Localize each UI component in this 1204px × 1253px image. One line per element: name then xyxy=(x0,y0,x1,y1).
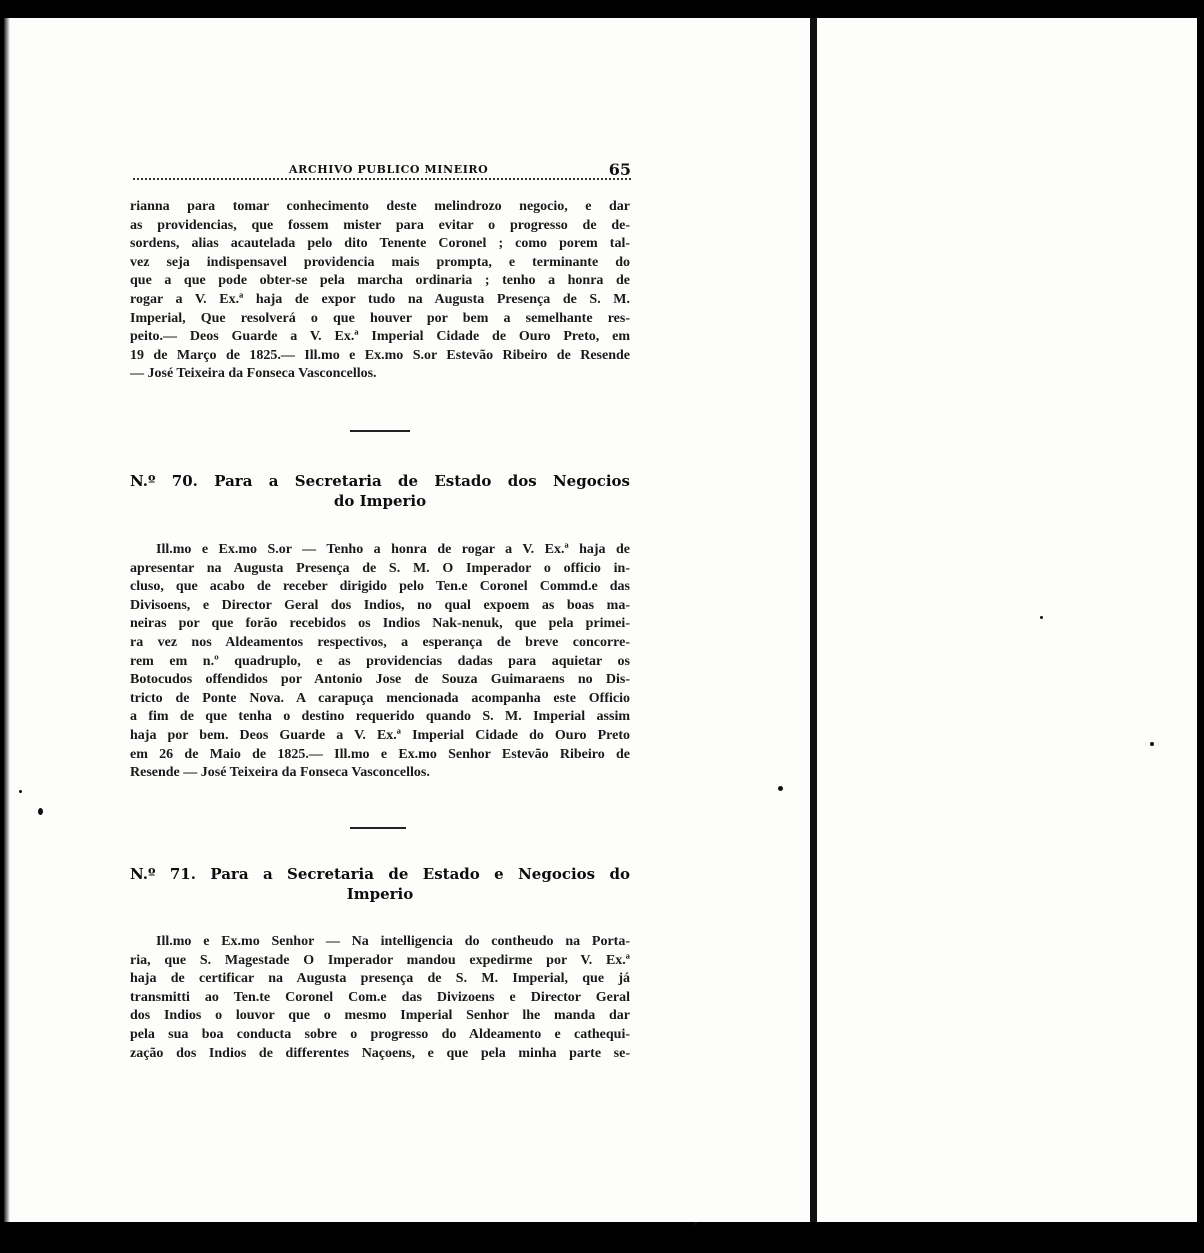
text-line: Ill.mo e Ex.mo Senhor — Na intelligencia do contheudo na Porta- xyxy=(156,934,630,949)
running-head xyxy=(133,158,631,180)
scan-speck xyxy=(694,1222,697,1225)
scan-speck xyxy=(19,790,22,793)
text-line: cluso, que acabo de receber dirigido pelo Ten.e Coronel Commd.e das xyxy=(130,579,630,595)
text-line: sordens, alias acautelada pelo dito Tenente Coronel ; como porem tal- xyxy=(130,236,630,252)
text-line: rogar a V. Ex.ª haja de expor tudo na Augusta Presença de S. M. xyxy=(130,291,630,307)
heading-line: N.º 71. Para a Secretaria de Estado e Negocios do xyxy=(130,865,630,883)
text-line: ra vez nos Aldeamentos respectivos, a esperança de breve concorre- xyxy=(130,634,630,650)
heading-line: do Imperio xyxy=(333,492,427,510)
text-line: Ill.mo e Ex.mo S.or — Tenho a honra de rogar a V. Ex.ª haja de xyxy=(156,542,630,557)
scan-speck xyxy=(1040,616,1043,619)
text-line: rem em n.º quadruplo, e as providencias dadas para aquietar os xyxy=(130,653,630,669)
scan-border-bottom xyxy=(0,1222,1204,1253)
text-line: ria, que S. Magestade O Imperador mandou expedirme por V. Ex.ª xyxy=(130,952,630,968)
scan-speck xyxy=(38,808,43,815)
heading-line: N.º 70. Para a Secretaria de Estado dos Negocios xyxy=(130,472,630,490)
running-title: ARCHIVO PUBLICO MINEIRO xyxy=(289,163,489,176)
text-line: apresentar na Augusta Presença de S. M. O Imperador o officio in- xyxy=(130,560,630,576)
text-line: Divisoens, e Director Geral dos Indios, no qual expoem as boas ma- xyxy=(130,597,630,613)
text-line: peito.— Deos Guarde a V. Ex.ª Imperial Cidade de Ouro Preto, em xyxy=(130,329,630,345)
letter-71-text xyxy=(130,933,630,1063)
text-line: transmitti ao Ten.te Coronel Com.e das Divizoens e Director Geral xyxy=(130,989,630,1005)
letter-70-text xyxy=(130,541,630,783)
text-line: 19 de Março de 1825.— Ill.mo e Ex.mo S.or Estevão Ribeiro de Resende xyxy=(130,347,630,363)
text-line: zação dos Indios de differentes Naçoens, e que pela minha parte se- xyxy=(130,1045,630,1061)
section-separator xyxy=(350,430,410,432)
continued-letter-text xyxy=(130,198,630,384)
text-line: tricto de Ponte Nova. A carapuça mencionada acompanha este Officio xyxy=(130,690,630,706)
text-line: Botocudos offendidos por Antonio Jose de Souza Guimaraens no Dis- xyxy=(130,672,630,688)
scan-speck xyxy=(778,786,783,791)
text-line: haja por bem. Deos Guarde a V. Ex.ª Imperial Cidade do Ouro Preto xyxy=(130,727,630,743)
text-line: em 26 de Maio de 1825.— Ill.mo e Ex.mo Senhor Estevão Ribeiro de xyxy=(130,746,630,762)
book-gutter xyxy=(810,18,817,1230)
text-line: neiras por que forão recebidos os Indios Nak-nenuk, que pela primei- xyxy=(130,616,630,632)
page-edge-shadow xyxy=(4,18,10,1230)
text-line: as providencias, que fossem mister para evitar o progresso de de- xyxy=(130,217,630,233)
section-separator xyxy=(350,827,406,829)
text-line: Resende — José Teixeira da Fonseca Vasconcellos. xyxy=(130,765,430,781)
section-heading-70 xyxy=(130,471,630,511)
text-line: haja de certificar na Augusta presença de S. M. Imperial, que já xyxy=(130,971,630,987)
text-line: rianna para tomar conhecimento deste melindrozo negocio, e dar xyxy=(130,199,630,214)
heading-line: Imperio xyxy=(346,885,414,903)
text-line: dos Indios o louvor que o mesmo Imperial Senhor lhe manda dar xyxy=(130,1008,630,1024)
text-line: que a que pode obter-se pela marcha ordinaria ; tenho a honra de xyxy=(130,273,630,289)
text-line: pela sua boa conducta sobre o progresso do Aldeamento e cathequi- xyxy=(130,1026,630,1042)
text-line: vez seja indispensavel providencia mais prompta, e terminante do xyxy=(130,254,630,270)
right-page-blank xyxy=(817,18,1197,1230)
section-heading-71 xyxy=(130,864,630,904)
text-line: Imperial, Que resolverá o que houver por bem a semelhante res- xyxy=(130,310,630,326)
text-line: — José Teixeira da Fonseca Vasconcellos. xyxy=(130,366,377,382)
header-rule xyxy=(133,178,631,180)
text-line: a fim de que tenha o destino requerido quando S. M. Imperial assim xyxy=(130,709,630,725)
page-number: 65 xyxy=(608,160,631,179)
scan-speck xyxy=(1150,742,1154,746)
